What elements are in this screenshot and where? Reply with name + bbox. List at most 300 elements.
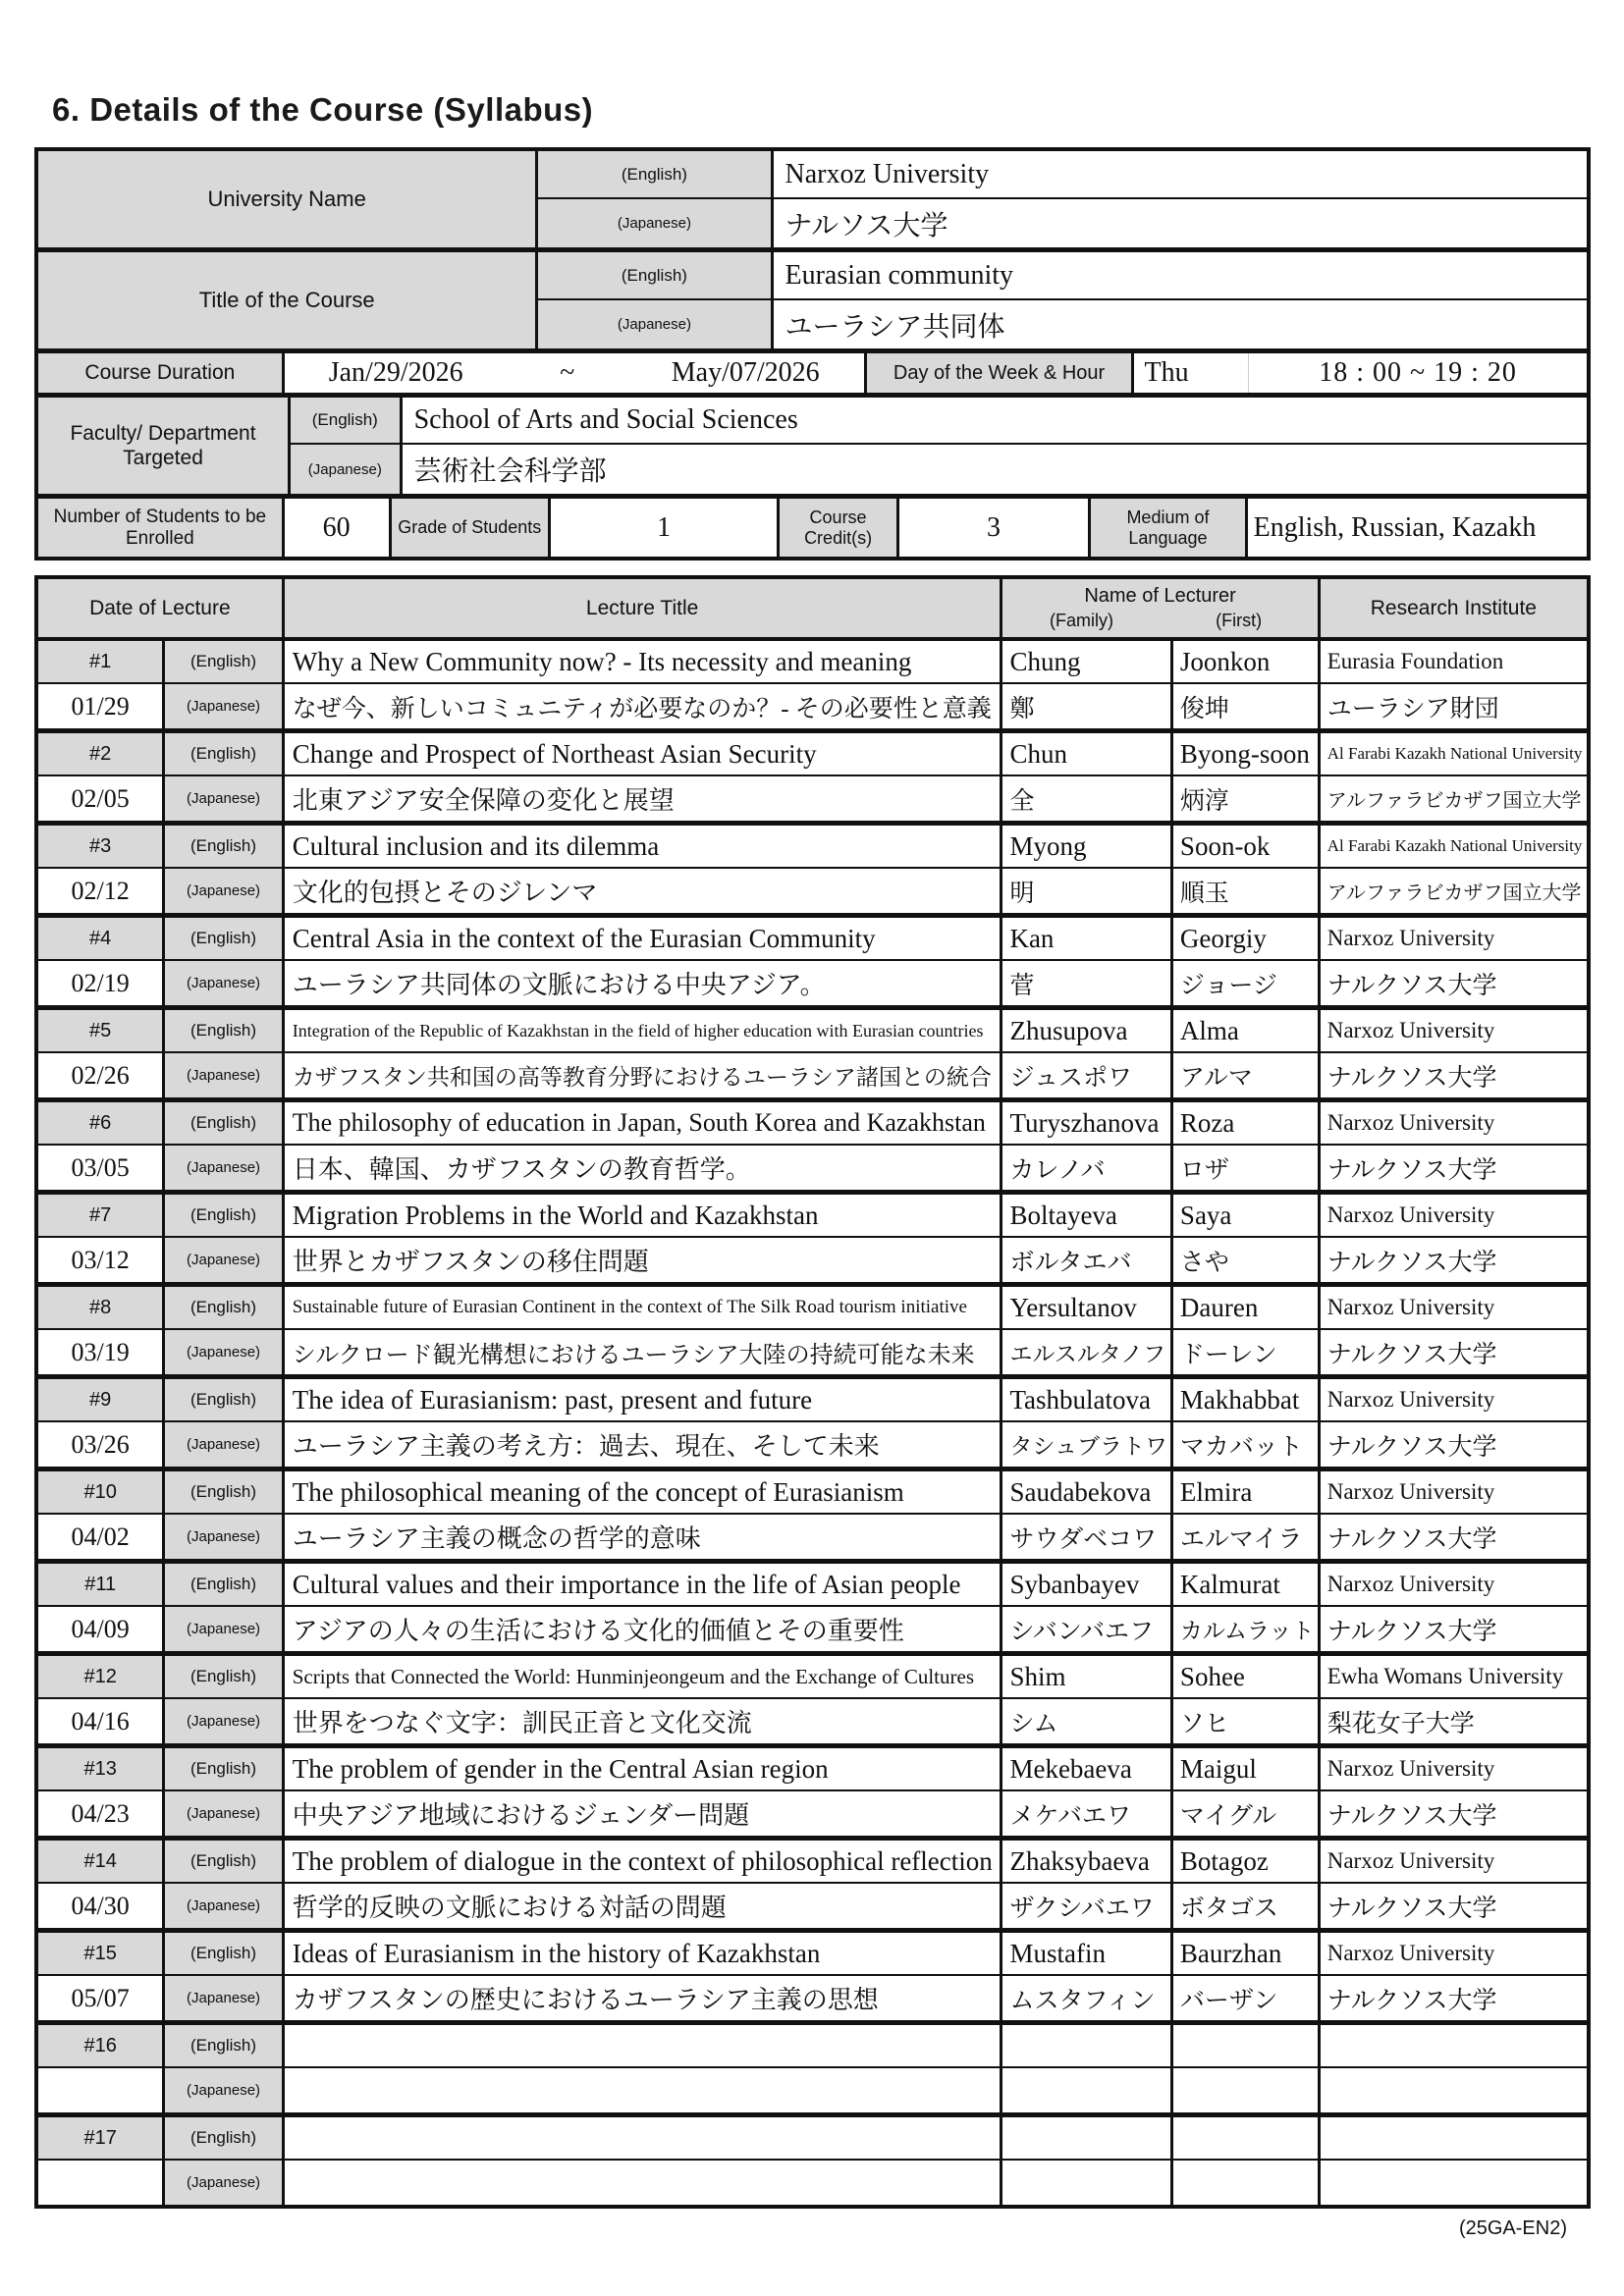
lecturer-first-english: Sohee	[1173, 1656, 1321, 1697]
research-institute-english: Narxoz University	[1326, 1941, 1495, 1965]
row-language-label-japanese: (Japanese)	[165, 1607, 284, 1651]
lecture-title-english: Sustainable future of Eurasian Continent in the context of The Silk Road tourism initiative	[285, 1287, 1003, 1328]
lecturer-first-english: Elmira	[1173, 1471, 1321, 1513]
lecture-row-pair	[38, 1102, 1587, 1195]
lecturer-first-japanese: さや	[1173, 1238, 1321, 1282]
lecturer-family-japanese: ザクシバエワ	[1002, 1884, 1172, 1928]
page-title: 6. Details of the Course (Syllabus)	[52, 91, 594, 128]
lecture-title-japanese: カザフスタン共和国の高等教育分野におけるユーラシア諸国との統合	[285, 1053, 1003, 1097]
lecturer-first-english: Alma	[1173, 1010, 1321, 1051]
row-language-label-japanese: (Japanese)	[165, 2068, 284, 2112]
lecturer-family-japanese: カレノバ	[1002, 1146, 1172, 1190]
lecture-row-japanese	[38, 1791, 1587, 1836]
lecture-row-japanese	[38, 776, 1587, 821]
lecturer-first-english: Makhabbat	[1173, 1379, 1321, 1420]
research-institute-japanese: ナルクソス大学	[1326, 1156, 1497, 1184]
row-language-label-japanese: (Japanese)	[165, 1146, 284, 1190]
university-name-label: University Name	[38, 151, 538, 247]
lecturer-first-english: Soon-ok	[1173, 826, 1321, 867]
lecturer-family-english: Kan	[1002, 918, 1172, 959]
lecture-number: #17	[38, 2117, 165, 2159]
research-institute-english: Al Farabi Kazakh National University	[1326, 836, 1583, 855]
lecturer-family-japanese	[1002, 2068, 1172, 2112]
lecture-row-japanese	[38, 1053, 1587, 1097]
lecture-row-english	[38, 1010, 1587, 1053]
lecture-row-pair	[38, 1564, 1587, 1656]
research-institute-english: Narxoz University	[1326, 1295, 1495, 1319]
research-institute-japanese	[1321, 2161, 1587, 2205]
lecture-title-english: Ideas of Eurasianism in the history of Kazakhstan	[285, 1933, 1003, 1974]
row-language-label-english: (English)	[165, 826, 284, 867]
research-institute-english: Narxoz University	[1326, 1479, 1495, 1504]
row-language-label-english: (English)	[165, 1933, 284, 1974]
lecturer-first-english: Roza	[1173, 1102, 1321, 1144]
lecturer-first-japanese: 順玉	[1173, 869, 1321, 913]
lecture-title-header: Lecture Title	[285, 579, 1003, 637]
lecture-title-english: The problem of gender in the Central Asian region	[285, 1748, 1003, 1789]
research-institute-japanese: ナルクソス大学	[1326, 1525, 1497, 1553]
course-info-table	[34, 147, 1591, 561]
language-label-english: (English)	[538, 252, 773, 298]
lecture-row-japanese	[38, 1422, 1587, 1467]
lecture-date: 02/19	[38, 961, 165, 1005]
day-hour-label: Day of the Week & Hour	[867, 353, 1135, 393]
lecture-date: 01/29	[38, 684, 165, 728]
course-title-japanese: ユーラシア共同体	[785, 311, 1005, 343]
row-language-label-english: (English)	[165, 1379, 284, 1420]
research-institute-japanese: ナルクソス大学	[1326, 1895, 1497, 1922]
language-label-japanese: (Japanese)	[538, 300, 773, 348]
lecturer-family-japanese: シム	[1002, 1699, 1172, 1743]
lecturer-first-english: Baurzhan	[1173, 1933, 1321, 1974]
lecture-row-japanese	[38, 1884, 1587, 1928]
lecturer-first-english: Kalmurat	[1173, 1564, 1321, 1605]
lecture-row-english	[38, 1656, 1587, 1699]
lecturer-first-japanese: マカバット	[1173, 1422, 1321, 1467]
lecture-date: 04/23	[38, 1791, 165, 1836]
lecture-title-japanese	[285, 2161, 1003, 2205]
research-institute-japanese: アルファラビカザフ国立大学	[1326, 790, 1582, 812]
lecturer-first-english: Georgiy	[1173, 918, 1321, 959]
row-language-label-english: (English)	[165, 1102, 284, 1144]
course-start-date: Jan/29/2026	[328, 357, 463, 388]
lecture-number: #12	[38, 1656, 165, 1697]
research-institute-english: Narxoz University	[1326, 1110, 1495, 1135]
lecturer-family-english: Mekebaeva	[1002, 1748, 1172, 1789]
first-name-header: (First)	[1216, 611, 1263, 630]
lecturer-first-japanese: バーザン	[1173, 1976, 1321, 2020]
lecturer-family-japanese: 全	[1002, 776, 1172, 821]
row-language-label-japanese: (Japanese)	[165, 961, 284, 1005]
row-language-label-english: (English)	[165, 1195, 284, 1236]
lecturer-family-english: Chun	[1002, 733, 1172, 774]
lecture-row-english	[38, 1195, 1587, 1238]
lecture-number: #9	[38, 1379, 165, 1420]
research-institute-english	[1321, 2117, 1587, 2159]
lecture-title-english: Cultural values and their importance in the life of Asian people	[285, 1564, 1003, 1605]
lecture-row-english	[38, 733, 1587, 776]
lecture-row-english	[38, 1564, 1587, 1607]
lecturer-family-english: Tashbulatova	[1002, 1379, 1172, 1420]
language-label-japanese: (Japanese)	[538, 199, 773, 247]
row-language-label-japanese: (Japanese)	[165, 1884, 284, 1928]
lecturer-family-english	[1002, 2025, 1172, 2066]
lecture-number: #8	[38, 1287, 165, 1328]
lecturer-first-japanese: 炳淳	[1173, 776, 1321, 821]
lecture-title-japanese: カザフスタンの歴史におけるユーラシア主義の思想	[285, 1976, 1003, 2020]
lecturer-first-english: Byong-soon	[1173, 733, 1321, 774]
lecturer-first-english	[1173, 2117, 1321, 2159]
lecture-number: #2	[38, 733, 165, 774]
lecturer-name-header	[1002, 579, 1320, 637]
lecturer-first-japanese: エルマイラ	[1173, 1515, 1321, 1559]
credits-label: Course Credit(s)	[780, 499, 898, 557]
lecturer-family-english: Turyszhanova	[1002, 1102, 1172, 1144]
lecture-row-english	[38, 2117, 1587, 2161]
lecture-number: #16	[38, 2025, 165, 2066]
research-institute-english: Narxoz University	[1326, 926, 1495, 950]
lecture-date: 03/12	[38, 1238, 165, 1282]
lecturer-first-japanese	[1173, 2068, 1321, 2112]
lecture-row-japanese	[38, 1238, 1587, 1282]
lecture-title-english: Cultural inclusion and its dilemma	[285, 826, 1003, 867]
research-institute-japanese: ナルクソス大学	[1326, 1064, 1497, 1092]
lecture-date: 04/02	[38, 1515, 165, 1559]
course-title-english: Eurasian community	[785, 259, 1014, 291]
lecture-title-japanese: 中央アジア地域におけるジェンダー問題	[285, 1791, 1003, 1836]
medium-language-label: Medium of Language	[1091, 499, 1247, 557]
lecturer-first-japanese: ソヒ	[1173, 1699, 1321, 1743]
lecture-row-pair	[38, 2117, 1587, 2205]
lecturer-family-english: Zhaksybaeva	[1002, 1841, 1172, 1882]
lecture-row-japanese	[38, 961, 1587, 1005]
university-name-japanese: ナルソス大学	[785, 210, 948, 241]
row-language-label-english: (English)	[165, 2117, 284, 2159]
faculty-section	[38, 398, 1587, 499]
lecture-row-english	[38, 2025, 1587, 2068]
lecture-title-english: Why a New Community now? - Its necessity and meaning	[285, 641, 1003, 682]
lecture-row-pair	[38, 1841, 1587, 1933]
lecture-number: #11	[38, 1564, 165, 1605]
research-institute-english: Ewha Womans University	[1326, 1664, 1564, 1688]
lecturer-first-japanese: カルムラット	[1173, 1607, 1321, 1651]
lecture-row-english	[38, 918, 1587, 961]
row-language-label-english: (English)	[165, 1564, 284, 1605]
lecture-row-pair	[38, 733, 1587, 826]
lecture-row-pair	[38, 1656, 1587, 1748]
lecturer-family-japanese: 鄭	[1002, 684, 1172, 728]
lecture-date: 03/19	[38, 1330, 165, 1374]
lecture-title-english: Migration Problems in the World and Kazakhstan	[285, 1195, 1003, 1236]
lecture-title-japanese: 世界とカザフスタンの移住問題	[285, 1238, 1003, 1282]
row-language-label-japanese: (Japanese)	[165, 869, 284, 913]
duration-tilde: ~	[560, 357, 575, 388]
row-language-label-japanese: (Japanese)	[165, 1330, 284, 1374]
row-language-label-english: (English)	[165, 1010, 284, 1051]
lecture-row-pair	[38, 1379, 1587, 1471]
lecture-title-japanese: 日本、韓国、カザフスタンの教育哲学。	[285, 1146, 1003, 1190]
lecture-date: 03/26	[38, 1422, 165, 1467]
lecture-title-english: The philosophical meaning of the concept of Eurasianism	[285, 1471, 1003, 1513]
lecture-title-japanese: なぜ今、新しいコミュニティが必要なのか？- その必要性と意義	[285, 684, 1003, 728]
university-name-section	[38, 151, 1587, 252]
lecturer-family-english: Mustafin	[1002, 1933, 1172, 1974]
lecture-row-japanese	[38, 1607, 1587, 1651]
row-language-label-english: (English)	[165, 1748, 284, 1789]
students-number-value: 60	[285, 499, 392, 557]
lecture-row-pair	[38, 1195, 1587, 1287]
row-language-label-japanese: (Japanese)	[165, 1699, 284, 1743]
lecture-date	[38, 2068, 165, 2112]
lecture-row-english	[38, 1471, 1587, 1515]
row-language-label-japanese: (Japanese)	[165, 2161, 284, 2205]
lecture-title-english: The problem of dialogue in the context of philosophical reflection	[285, 1841, 1003, 1882]
research-institute-english: Al Farabi Kazakh National University	[1326, 744, 1583, 763]
lecturer-first-english	[1173, 2025, 1321, 2066]
lecturer-first-english: Botagoz	[1173, 1841, 1321, 1882]
lecture-row-japanese	[38, 2161, 1587, 2205]
research-institute-japanese: 梨花女子大学	[1326, 1710, 1475, 1737]
research-institute-english: Narxoz University	[1326, 1572, 1495, 1596]
research-institute-english: Eurasia Foundation	[1326, 649, 1504, 673]
grade-label: Grade of Students	[392, 499, 551, 557]
lecturer-first-japanese: ドーレン	[1173, 1330, 1321, 1374]
lecturer-family-english: Saudabekova	[1002, 1471, 1172, 1513]
course-title-label: Title of the Course	[38, 252, 538, 348]
row-language-label-english: (English)	[165, 641, 284, 682]
faculty-japanese: 芸術社会科学部	[413, 456, 607, 487]
lecture-title-japanese: ユーラシア主義の考え方：過去、現在、そして未来	[285, 1422, 1003, 1467]
row-language-label-japanese: (Japanese)	[165, 1238, 284, 1282]
lecturer-family-japanese: タシュブラトワ	[1002, 1422, 1172, 1467]
lecturer-first-japanese: マイグル	[1173, 1791, 1321, 1836]
lecture-date: 04/16	[38, 1699, 165, 1743]
enrollment-section	[38, 499, 1587, 557]
lecturer-family-japanese: 菅	[1002, 961, 1172, 1005]
lecturer-first-english: Dauren	[1173, 1287, 1321, 1328]
row-language-label-japanese: (Japanese)	[165, 1791, 284, 1836]
course-end-date: May/07/2026	[671, 357, 820, 388]
lecture-row-japanese	[38, 869, 1587, 913]
lecturer-first-japanese	[1173, 2161, 1321, 2205]
lecture-number: #1	[38, 641, 165, 682]
lecture-row-pair	[38, 1287, 1587, 1379]
lecture-date: 04/30	[38, 1884, 165, 1928]
lecture-title-japanese: 文化的包摂とそのジレンマ	[285, 869, 1003, 913]
research-institute-japanese: ナルクソス大学	[1326, 1433, 1497, 1461]
lecture-row-english	[38, 1841, 1587, 1884]
lecturer-family-english: Myong	[1002, 826, 1172, 867]
lecture-date: 03/05	[38, 1146, 165, 1190]
lecturer-first-japanese: ロザ	[1173, 1146, 1321, 1190]
lecturer-family-english: Yersultanov	[1002, 1287, 1172, 1328]
lecture-date: 02/05	[38, 776, 165, 821]
lecture-title-japanese: 世界をつなぐ文字：訓民正音と文化交流	[285, 1699, 1003, 1743]
lecture-row-japanese	[38, 1515, 1587, 1559]
lecturer-name-header-text: Name of Lecturer	[1084, 585, 1236, 607]
research-institute-japanese: ナルクソス大学	[1326, 1618, 1497, 1645]
lecture-row-english	[38, 1287, 1587, 1330]
students-number-label: Number of Students to be Enrolled	[38, 499, 285, 557]
lecture-title-english	[285, 2025, 1003, 2066]
lecture-title-japanese	[285, 2068, 1003, 2112]
research-institute-english: Narxoz University	[1326, 1018, 1495, 1042]
lecture-row-english	[38, 1379, 1587, 1422]
lecture-title-japanese: シルクロード観光構想におけるユーラシア大陸の持続可能な未来	[285, 1330, 1003, 1374]
lecture-date: 02/12	[38, 869, 165, 913]
lecture-row-pair	[38, 1471, 1587, 1564]
lecture-date: 05/07	[38, 1976, 165, 2020]
research-institute-japanese: アルファラビカザフ国立大学	[1326, 882, 1582, 904]
university-name-english: Narxoz University	[785, 158, 990, 189]
lecture-number: #3	[38, 826, 165, 867]
lecturer-family-japanese: エルスルタノフ	[1002, 1330, 1172, 1374]
class-hour-value: 18 : 00 ~ 19 : 20	[1319, 357, 1517, 388]
lecture-row-english	[38, 1102, 1587, 1146]
form-code: (25GA-EN2)	[1458, 2217, 1567, 2239]
research-institute-japanese: ナルクソス大学	[1326, 1341, 1497, 1368]
lecturer-family-japanese: ムスタフィン	[1002, 1976, 1172, 2020]
research-institute-header: Research Institute	[1370, 596, 1537, 619]
lecturer-family-english: Sybanbayev	[1002, 1564, 1172, 1605]
lecturer-first-english: Maigul	[1173, 1748, 1321, 1789]
lecture-title-japanese: 哲学的反映の文脈における対話の問題	[285, 1884, 1003, 1928]
lecturer-family-japanese: ジュスポワ	[1002, 1053, 1172, 1097]
language-label-japanese: (Japanese)	[291, 445, 403, 494]
research-institute-japanese: ナルクソス大学	[1326, 972, 1497, 999]
lecture-title-japanese: ユーラシア共同体の文脈における中央アジア。	[285, 961, 1003, 1005]
day-of-week-value: Thu	[1134, 353, 1249, 393]
lecture-number: #7	[38, 1195, 165, 1236]
lecturer-first-japanese: ジョージ	[1173, 961, 1321, 1005]
lecture-number: #4	[38, 918, 165, 959]
research-institute-japanese	[1321, 2068, 1587, 2112]
research-institute-english: Narxoz University	[1326, 1756, 1495, 1781]
lecture-date: 04/09	[38, 1607, 165, 1651]
lecturer-first-english: Saya	[1173, 1195, 1321, 1236]
lecturer-family-english: Chung	[1002, 641, 1172, 682]
date-of-lecture-header: Date of Lecture	[38, 579, 285, 637]
lecture-title-english: Scripts that Connected the World: Hunminjeongeum and the Exchange of Cultures	[285, 1656, 1003, 1697]
lecture-date	[38, 2161, 165, 2205]
row-language-label-english: (English)	[165, 1656, 284, 1697]
lecture-number: #6	[38, 1102, 165, 1144]
course-title-section	[38, 252, 1587, 353]
lecture-row-english	[38, 1933, 1587, 1976]
lecture-title-english: Integration of the Republic of Kazakhstan in the field of higher education with Eurasian countries	[285, 1010, 1003, 1051]
lecturer-family-japanese: サウダベコワ	[1002, 1515, 1172, 1559]
lecturer-first-english: Joonkon	[1173, 641, 1321, 682]
lecture-row-japanese	[38, 1699, 1587, 1743]
row-language-label-english: (English)	[165, 918, 284, 959]
row-language-label-english: (English)	[165, 1471, 284, 1513]
row-language-label-japanese: (Japanese)	[165, 1515, 284, 1559]
faculty-label: Faculty/ Department Targeted	[38, 398, 291, 494]
lecture-title-japanese: ユーラシア主義の概念の哲学的意味	[285, 1515, 1003, 1559]
lecture-title-japanese: アジアの人々の生活における文化的価値とその重要性	[285, 1607, 1003, 1651]
lecture-row-japanese	[38, 2068, 1587, 2112]
credits-value: 3	[899, 499, 1092, 557]
lecture-row-pair	[38, 2025, 1587, 2117]
lecturer-first-japanese: アルマ	[1173, 1053, 1321, 1097]
lecture-row-japanese	[38, 684, 1587, 728]
lecture-row-japanese	[38, 1976, 1587, 2020]
language-label-english: (English)	[538, 151, 773, 197]
lecturer-family-english: Shim	[1002, 1656, 1172, 1697]
lecturer-family-english: Zhusupova	[1002, 1010, 1172, 1051]
lecture-row-pair	[38, 918, 1587, 1010]
lecture-row-english	[38, 641, 1587, 684]
course-duration-section	[38, 353, 1587, 398]
lecturer-family-japanese: シバンバエフ	[1002, 1607, 1172, 1651]
lecture-number: #14	[38, 1841, 165, 1882]
research-institute-english: Narxoz University	[1326, 1848, 1495, 1873]
lecture-rows	[38, 641, 1587, 2205]
lecturer-family-japanese	[1002, 2161, 1172, 2205]
row-language-label-english: (English)	[165, 1287, 284, 1328]
lecture-row-english	[38, 1748, 1587, 1791]
lecture-number: #15	[38, 1933, 165, 1974]
research-institute-japanese: ユーラシア財団	[1326, 695, 1499, 722]
lecture-title-english: The philosophy of education in Japan, South Korea and Kazakhstan	[285, 1102, 1003, 1144]
lecturer-family-japanese: 明	[1002, 869, 1172, 913]
lecture-row-pair	[38, 641, 1587, 733]
lecture-number: #10	[38, 1471, 165, 1513]
lecturer-family-english	[1002, 2117, 1172, 2159]
research-institute-japanese: ナルクソス大学	[1326, 1987, 1497, 2014]
lecture-title-japanese: 北東アジア安全保障の変化と展望	[285, 776, 1003, 821]
course-duration-label: Course Duration	[38, 353, 285, 393]
lecture-title-english	[285, 2117, 1003, 2159]
lecturer-family-english: Boltayeva	[1002, 1195, 1172, 1236]
research-institute-english: Narxoz University	[1326, 1387, 1495, 1412]
family-name-header: (Family)	[1050, 611, 1114, 630]
lecture-title-english: The idea of Eurasianism: past, present and future	[285, 1379, 1003, 1420]
lecture-date: 02/26	[38, 1053, 165, 1097]
lecturer-family-japanese: ボルタエバ	[1002, 1238, 1172, 1282]
lecture-table-header	[38, 579, 1587, 641]
lecture-title-english: Change and Prospect of Northeast Asian Security	[285, 733, 1003, 774]
research-institute-english: Narxoz University	[1326, 1202, 1495, 1227]
lecture-row-pair	[38, 826, 1587, 918]
research-institute-japanese: ナルクソス大学	[1326, 1249, 1497, 1276]
research-institute-english	[1321, 2025, 1587, 2066]
lecture-number: #13	[38, 1748, 165, 1789]
course-duration-value	[285, 353, 867, 393]
lecture-row-pair	[38, 1748, 1587, 1841]
row-language-label-english: (English)	[165, 2025, 284, 2066]
lecture-number: #5	[38, 1010, 165, 1051]
row-language-label-japanese: (Japanese)	[165, 776, 284, 821]
row-language-label-english: (English)	[165, 1841, 284, 1882]
row-language-label-japanese: (Japanese)	[165, 1976, 284, 2020]
row-language-label-japanese: (Japanese)	[165, 1053, 284, 1097]
lecture-row-japanese	[38, 1146, 1587, 1190]
lecture-row-pair	[38, 1933, 1587, 2025]
research-institute-japanese: ナルクソス大学	[1326, 1802, 1497, 1830]
row-language-label-japanese: (Japanese)	[165, 1422, 284, 1467]
row-language-label-japanese: (Japanese)	[165, 684, 284, 728]
row-language-label-english: (English)	[165, 733, 284, 774]
lecture-row-english	[38, 826, 1587, 869]
lecturer-family-japanese: メケバエワ	[1002, 1791, 1172, 1836]
lecture-title-english: Central Asia in the context of the Eurasian Community	[285, 918, 1003, 959]
faculty-english: School of Arts and Social Sciences	[413, 404, 798, 435]
lecture-row-pair	[38, 1010, 1587, 1102]
grade-value: 1	[551, 499, 780, 557]
lecturer-first-japanese: ボタゴス	[1173, 1884, 1321, 1928]
language-label-english: (English)	[291, 398, 403, 443]
